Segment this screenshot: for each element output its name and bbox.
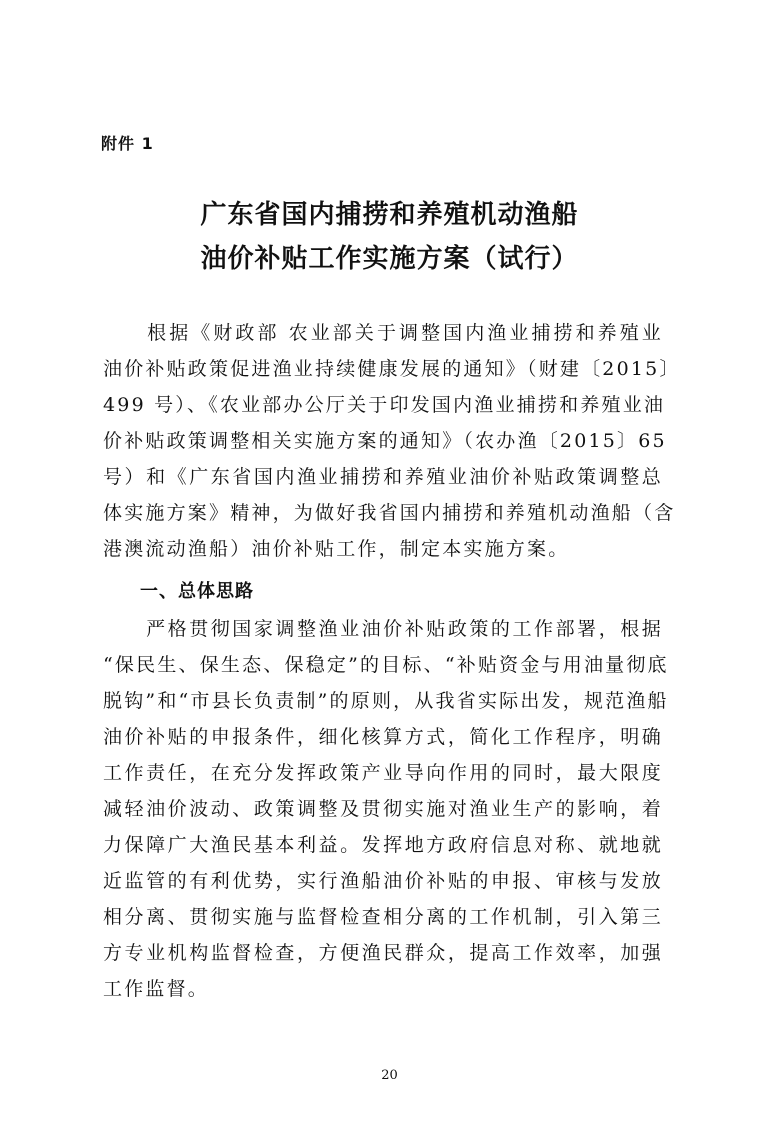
paragraph-line: 严格贯彻国家调整渔业油价补贴政策的工作部署，根据: [103, 618, 663, 640]
paragraph-line: 油价补贴的申报条件，细化核算方式，简化工作程序，明确: [103, 726, 663, 748]
paragraph-line: 根据《财政部 农业部关于调整国内渔业捕捞和养殖业: [103, 322, 663, 344]
paragraph-line: 价补贴政策调整相关实施方案的通知》（农办渔〔2015〕65: [103, 430, 667, 452]
paragraph-line: 近监管的有利优势，实行渔船油价补贴的申报、审核与发放: [103, 870, 663, 892]
paragraph-line: 相分离、贯彻实施与监督检查相分离的工作机制，引入第三: [103, 906, 663, 928]
paragraph-line: 油价补贴政策促进渔业持续健康发展的通知》（财建〔2015〕: [103, 358, 681, 380]
section-heading: 一、总体思路: [140, 581, 254, 602]
paragraph-line: 工作监督。: [103, 978, 210, 1000]
paragraph-line: 体实施方案》精神，为做好我省国内捕捞和养殖机动渔船（含: [103, 502, 676, 524]
paragraph-line: 499 号）、《农业部办公厅关于印发国内渔业捕捞和养殖业油: [103, 394, 666, 416]
attachment-label: 附件 1: [101, 134, 154, 153]
paragraph-line: 港澳流动渔船）油价补贴工作，制定本实施方案。: [103, 538, 570, 560]
document-title-line-1: 广东省国内捕捞和养殖机动渔船: [200, 200, 579, 230]
paragraph-line: 力保障广大渔民基本利益。发挥地方政府信息对称、就地就: [103, 834, 663, 856]
paragraph-line: “保民生、保生态、保稳定”的目标、“补贴资金与用油量彻底: [103, 654, 669, 676]
paragraph-line: 脱钩”和“市县长负责制”的原则，从我省实际出发，规范渔船: [103, 690, 669, 712]
document-title-line-2: 油价补贴工作实施方案（试行）: [200, 244, 579, 274]
paragraph-line: 方专业机构监督检查，方便渔民群众，提高工作效率，加强: [103, 942, 663, 964]
paragraph-line: 减轻油价波动、政策调整及贯彻实施对渔业生产的影响，着: [103, 798, 663, 820]
paragraph-line: 工作责任，在充分发挥政策产业导向作用的同时，最大限度: [103, 762, 663, 784]
paragraph-line: 号）和《广东省国内渔业捕捞和养殖业油价补贴政策调整总: [103, 466, 663, 488]
page-number: 20: [381, 1068, 398, 1083]
